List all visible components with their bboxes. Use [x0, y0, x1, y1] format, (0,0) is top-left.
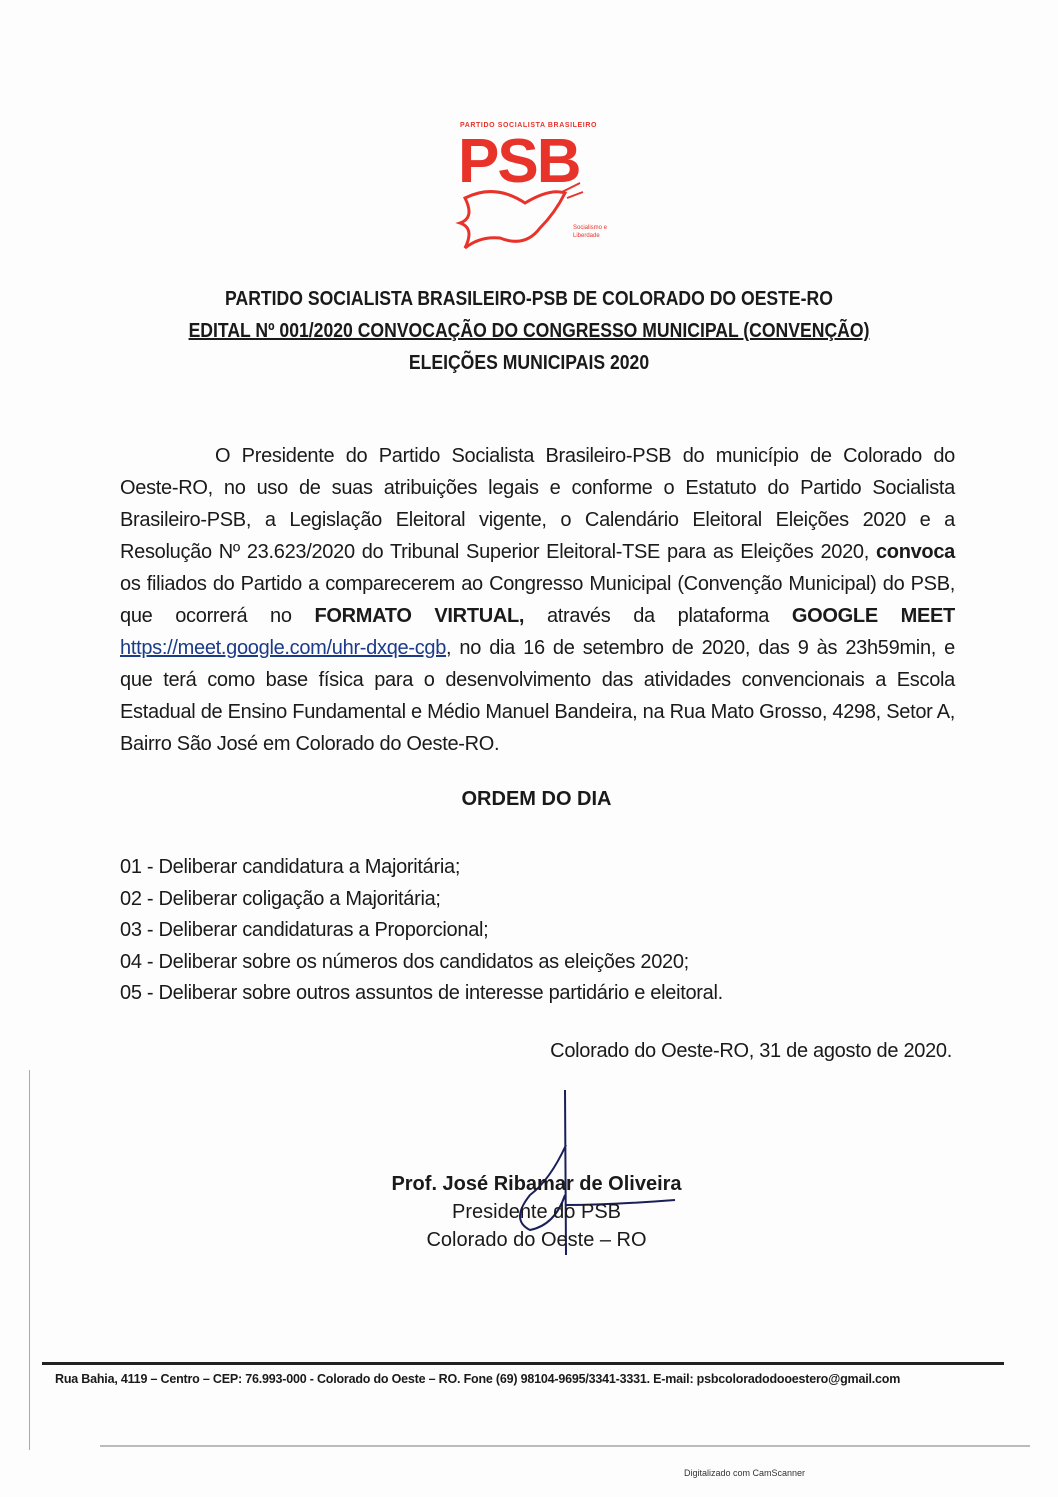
footer-address: Rua Bahia, 4119 – Centro – CEP: 76.993-000 - Colorado do Oeste – RO. Fone (69) 98104-9695/3341-3331. E-mail: psbcoloradodooestero@gmail.com — [55, 1372, 901, 1386]
agenda-item: 01 - Deliberar candidatura a Majoritária; — [120, 856, 461, 878]
document-header — [0, 283, 1058, 379]
logo-top-text: PARTIDO SOCIALISTA BRASILEIRO — [460, 122, 598, 129]
logo-name: PSB — [458, 127, 580, 196]
agenda-item: 05 - Deliberar sobre outros assuntos de interesse partidário e eleitoral. — [120, 982, 723, 1004]
scan-edge-line — [100, 1445, 1030, 1447]
psb-logo — [455, 118, 625, 253]
date-line: Colorado do Oeste-RO, 31 de agosto de 2020. — [550, 1040, 952, 1062]
ordem-title: ORDEM DO DIA — [461, 788, 612, 810]
agenda-list — [120, 852, 723, 1010]
signer-role: Presidente do PSB — [452, 1201, 621, 1223]
header-line-2: EDITAL Nº 001/2020 CONVOCAÇÃO DO CONGRESSO MUNICIPAL (CONVENÇÃO) — [188, 320, 870, 342]
agenda-item: 03 - Deliberar candidaturas a Proporcional; — [120, 919, 489, 941]
bold-text: FORMATO VIRTUAL, — [314, 605, 525, 627]
logo-tagline: Socialismo e Liberdade — [573, 225, 608, 239]
meet-link[interactable]: https://meet.google.com/uhr-dxqe-cgb — [120, 637, 447, 659]
agenda-item: 02 - Deliberar coligação a Majoritária; — [120, 887, 441, 910]
dove-icon — [455, 178, 585, 253]
bold-text: convoca — [875, 541, 955, 563]
scan-edge — [29, 1070, 30, 1450]
header-line-3: ELEIÇÕES MUNICIPAIS 2020 — [408, 352, 650, 374]
text: os filiados do Partido a comparecerem ao Congresso Municipal (Convenção Municipal) do PSB, que ocorrerá no — [120, 573, 955, 627]
scanner-watermark: Digitalizado com CamScanner — [684, 1468, 806, 1478]
signature-block — [0, 1170, 1058, 1254]
bold-text: GOOGLE MEET — [791, 605, 955, 627]
text: , no dia 16 de setembro de 2020, das 9 às 23h59min, e que terá como base física para o desenvolvimento das atividades convencionais a Escola Estadual de Ensino Fundamental e Médio Manuel Bandeira, na Rua Mato Grosso, 4298, Setor A, Bairro São José em Colorado do Oeste-RO. — [120, 637, 955, 755]
footer-divider — [42, 1362, 1004, 1365]
text: O Presidente do Partido Socialista Brasileiro-PSB do município de Colorado do Oeste-RO, no uso de suas atribuições legais e conforme o Estatuto do Partido Socialista Brasileiro-PSB, a Legislação Eleitoral vigente, o Calendário Eleitoral Eleições 2020 e a Resolução Nº 23.623/2020 do Tribunal Superior Eleitoral-TSE para as Eleições 2020, — [120, 445, 955, 563]
body-paragraph — [120, 440, 955, 760]
signer-name: Prof. José Ribamar de Oliveira — [391, 1173, 682, 1195]
text: através da plataforma — [524, 605, 792, 627]
agenda-item: 04 - Deliberar sobre os números dos candidatos as eleições 2020; — [120, 950, 689, 973]
signer-place: Colorado do Oeste – RO — [426, 1229, 647, 1251]
header-line-1: PARTIDO SOCIALISTA BRASILEIRO-PSB DE COLORADO DO OESTE-RO — [225, 288, 833, 310]
